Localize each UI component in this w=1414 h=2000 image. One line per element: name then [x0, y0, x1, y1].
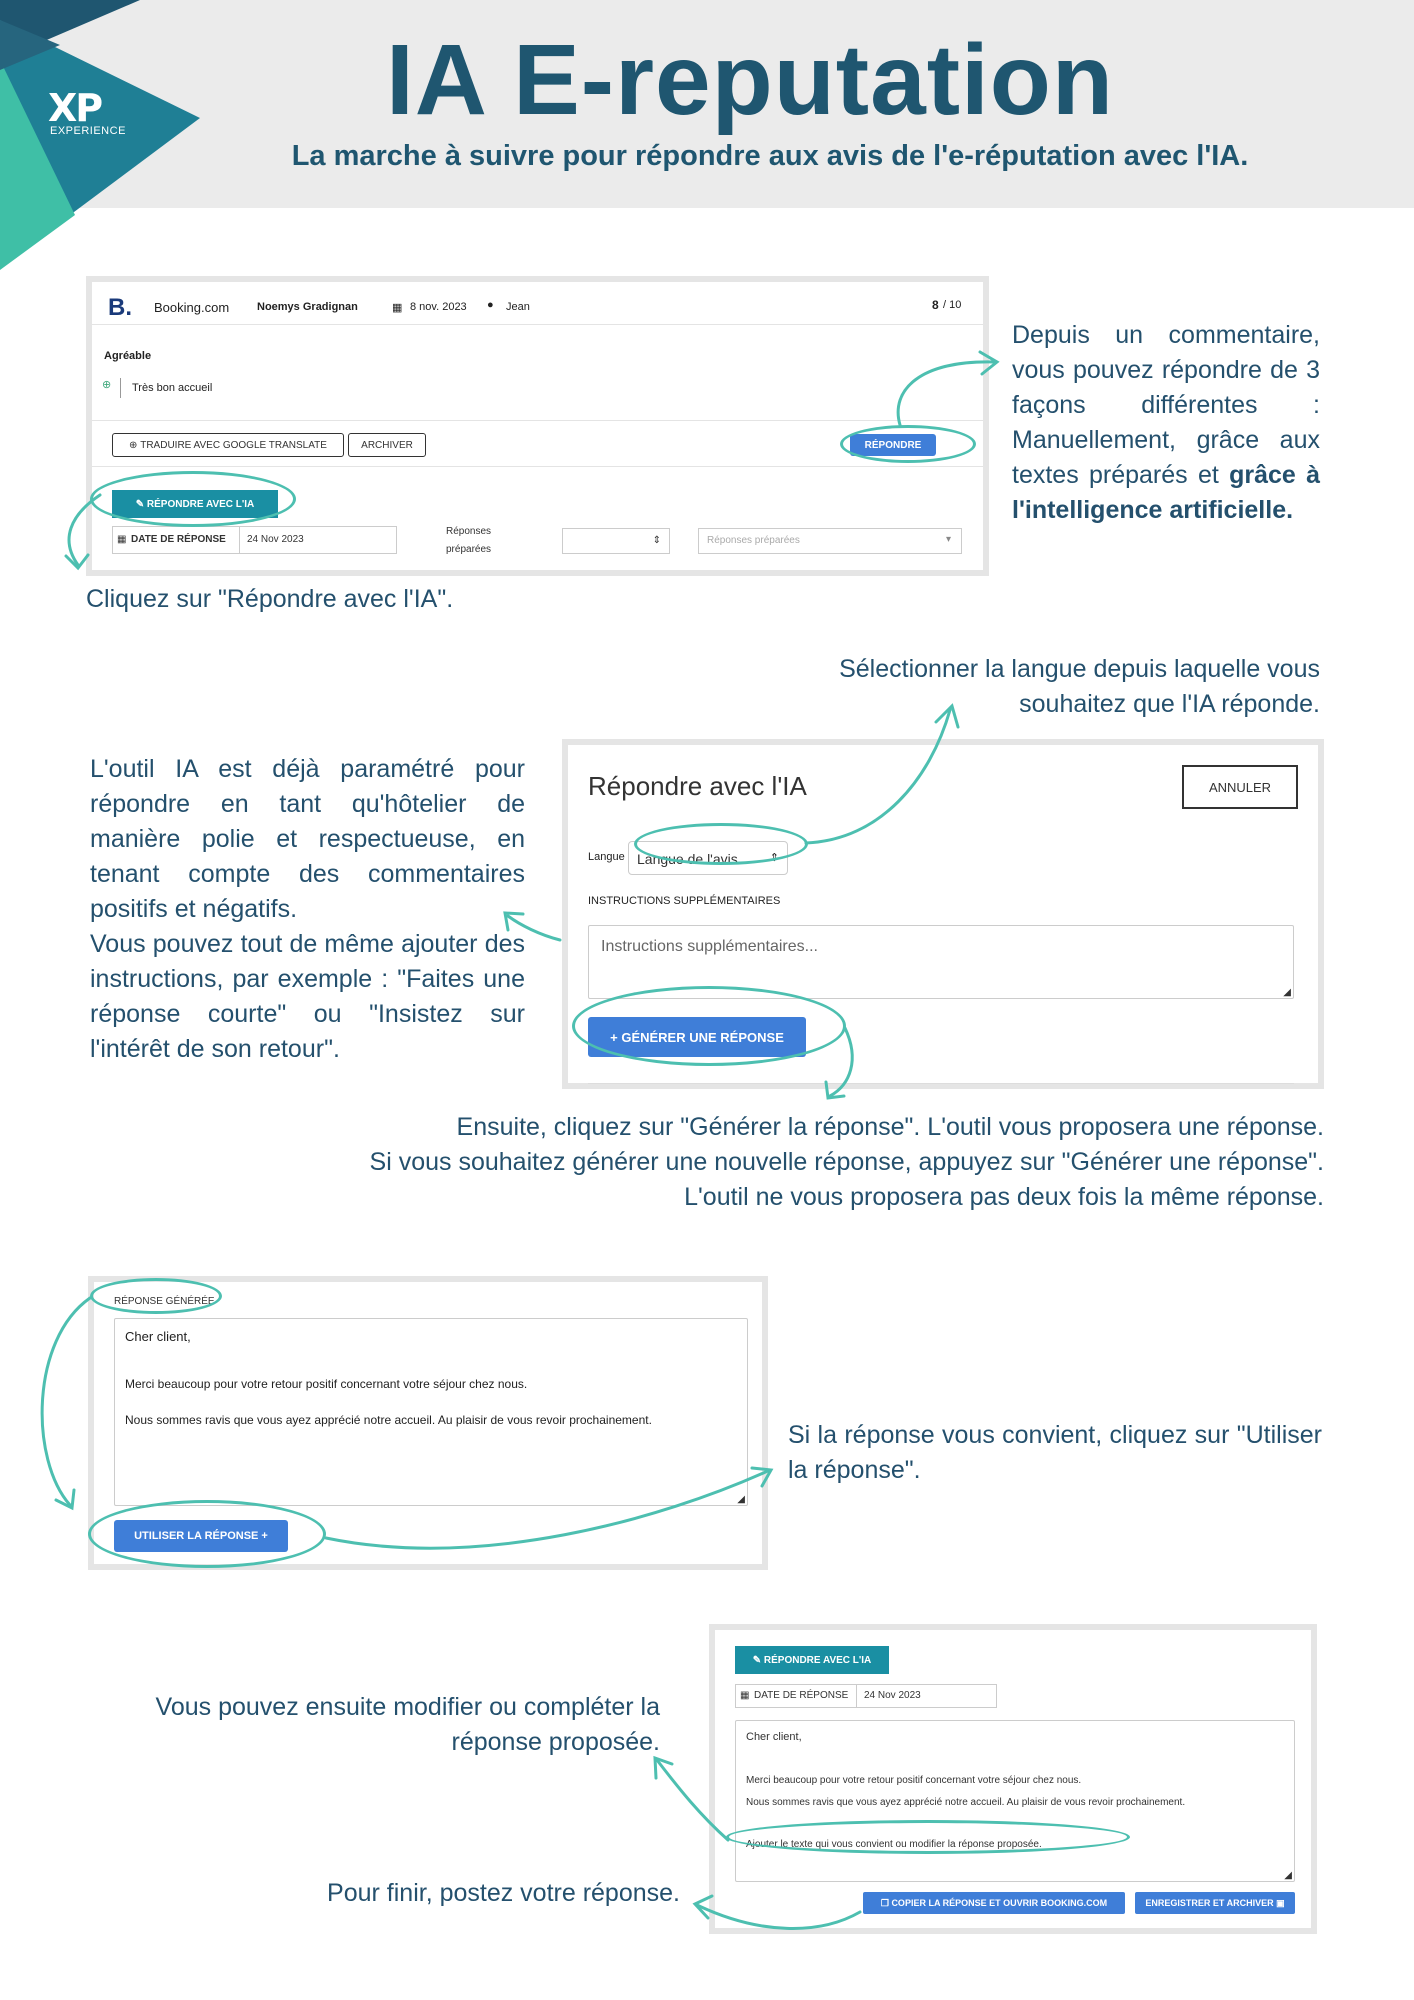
resize-handle-icon[interactable]: ◢: [737, 1494, 745, 1505]
instructions-label: INSTRUCTIONS SUPPLÉMENTAIRES: [588, 895, 781, 907]
calendar-icon: ▦: [117, 534, 127, 545]
user-icon: ●: [487, 299, 494, 311]
save-and-archive-label: ENREGISTRER ET ARCHIVER: [1145, 1898, 1274, 1908]
review-guest: Noemys Gradignan: [257, 301, 358, 313]
page-title: IA E-reputation: [386, 24, 1114, 136]
reply-date-value: 24 Nov 2023: [864, 1690, 921, 1701]
magic-wand-icon: ✎: [135, 498, 147, 510]
reply-date-label: DATE DE RÉPONSE: [131, 534, 226, 545]
response-line: Ajouter le texte qui vous convient ou modifier la réponse proposée.: [746, 1839, 1042, 1850]
response-line: Merci beaucoup pour votre retour positif concernant votre séjour chez nous.: [746, 1775, 1082, 1786]
response-line: Merci beaucoup pour votre retour positif concernant votre séjour chez nous.: [125, 1377, 528, 1391]
review-score-total: / 10: [943, 299, 962, 311]
reply-date-label: DATE DE RÉPONSE: [754, 1690, 849, 1701]
resize-handle-icon[interactable]: ◢: [1284, 1870, 1292, 1881]
modify-text: Vous pouvez ensuite modifier ou compléter la réponse proposée.: [155, 1693, 660, 1756]
review-rating-label: Agréable: [104, 350, 152, 362]
step2-bottom-line: Ensuite, cliquez sur "Générer la réponse". L'outil vous proposera une réponse.: [456, 1113, 1324, 1141]
step1-caption: Cliquez sur "Répondre avec l'IA".: [86, 585, 454, 613]
language-note: Sélectionner la langue depuis laquelle vous souhaitez que l'IA réponde.: [839, 655, 1320, 718]
step2-bottom-line: Si vous souhaitez générer une nouvelle réponse, appuyez sur "Générer une réponse".: [369, 1148, 1324, 1176]
use-response-button[interactable]: UTILISER LA RÉPONSE +: [114, 1520, 288, 1552]
review-comment: Très bon accueil: [132, 382, 213, 394]
prepared-placeholder: Réponses préparées: [707, 535, 800, 546]
reply-button[interactable]: RÉPONDRE: [850, 434, 936, 456]
review-date: 8 nov. 2023: [410, 301, 467, 313]
magic-wand-icon: ✎: [752, 1654, 764, 1666]
response-line: Cher client,: [125, 1329, 191, 1344]
logo: XP: [48, 86, 102, 130]
step1-side-text-bold: grâce à l'intelligence artificielle.: [1012, 461, 1320, 524]
reply-with-ai-label: RÉPONDRE AVEC L'IA: [763, 1654, 872, 1666]
chevron-down-icon: ▾: [945, 534, 951, 545]
instructions-placeholder: Instructions supplémentaires...: [601, 938, 818, 955]
ai-panel-title: Répondre avec l'IA: [588, 771, 807, 801]
step1-side-text-regular: Depuis un commentaire, vous pouvez répondre de 3 façons différentes : Manuellement, grâce aux textes préparés et: [1012, 321, 1320, 489]
archive-button[interactable]: ARCHIVER: [348, 433, 426, 457]
archive-icon: ▣: [1273, 1897, 1285, 1908]
prepared-label-2: préparées: [446, 544, 492, 555]
post-text: Pour finir, postez votre réponse.: [327, 1879, 680, 1907]
page-subtitle: La marche à suivre pour répondre aux avis de l'e-réputation avec l'IA.: [291, 140, 1249, 172]
step2-left-text-1: L'outil IA est déjà paramétré pour répondre en tant qu'hôtelier de manière polie et respectueuse, en tenant compte des commentaires positifs et négatifs.: [90, 755, 525, 923]
step2-left-text-2: Vous pouvez tout de même ajouter des instructions, par exemple : "Faites une réponse courte" ou "Insistez sur l'intérêt de son retour".: [90, 930, 525, 1063]
review-score: 8: [932, 298, 939, 312]
prepared-label-1: Réponses: [446, 526, 492, 537]
booking-logo: B.: [108, 294, 132, 321]
logo-subtitle: EXPERIENCE: [50, 125, 126, 137]
copy-and-open-booking-label: COPIER LA RÉPONSE ET OUVRIR BOOKING.COM: [891, 1898, 1108, 1908]
plus-circle-icon: ⊕: [102, 379, 112, 391]
sort-icon: ⇕: [769, 852, 779, 864]
resize-handle-icon[interactable]: ◢: [1283, 987, 1291, 998]
generate-response-button[interactable]: + GÉNÉRER UNE RÉPONSE: [588, 1017, 806, 1057]
generated-response-label: RÉPONSE GÉNÉRÉE: [114, 1296, 215, 1307]
reply-with-ai-label: RÉPONDRE AVEC L'IA: [146, 498, 255, 510]
response-line: Nous sommes ravis que vous ayez apprécié notre accueil. Au plaisir de vous revoir prochainement.: [746, 1797, 1186, 1808]
response-line: Nous sommes ravis que vous ayez apprécié notre accueil. Au plaisir de vous revoir prochainement.: [125, 1413, 652, 1427]
calendar-icon: ▦: [740, 1690, 750, 1701]
reply-date-value: 24 Nov 2023: [247, 534, 304, 545]
google-translate-label: TRADUIRE AVEC GOOGLE TRANSLATE: [140, 439, 327, 451]
step2-bottom-line: L'outil ne vous proposera pas deux fois la même réponse.: [684, 1183, 1324, 1211]
copy-icon: ❐: [880, 1897, 892, 1908]
review-user: Jean: [506, 301, 530, 313]
globe-icon: ⊕: [129, 439, 141, 451]
response-line: Cher client,: [746, 1731, 802, 1743]
language-label: Langue: [588, 851, 625, 863]
calendar-icon: ▦: [392, 302, 403, 314]
cancel-button[interactable]: ANNULER: [1182, 765, 1298, 809]
review-source: Booking.com: [154, 300, 230, 315]
step3-side-text: Si la réponse vous convient, cliquez sur "Utiliser la réponse".: [788, 1421, 1322, 1484]
language-value: Langue de l'avis: [637, 851, 738, 867]
sort-icon: ⇕: [652, 535, 661, 546]
